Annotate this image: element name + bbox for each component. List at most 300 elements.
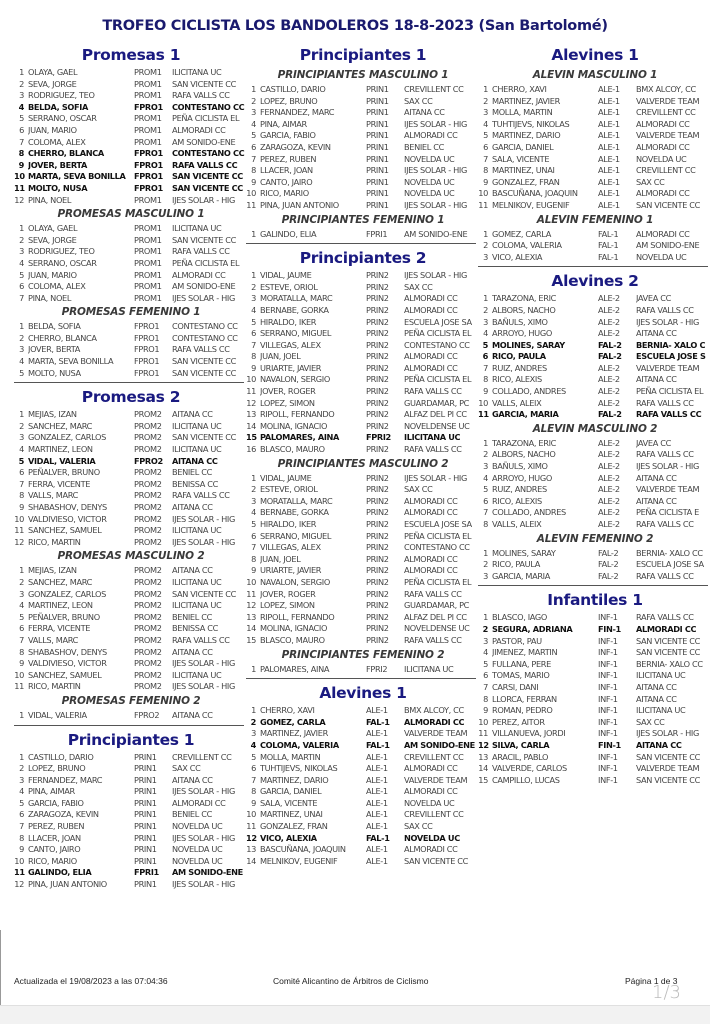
page-edge	[0, 930, 1, 1005]
rider-club: SAN VICENTE CC	[172, 432, 237, 443]
result-row	[14, 879, 248, 891]
result-row	[14, 856, 248, 868]
position: 3	[483, 635, 488, 646]
rider-name: BLASCO, MAURO	[260, 634, 325, 645]
rider-category: PROM1	[134, 67, 162, 77]
rider-category: PRIN2	[366, 351, 389, 362]
rider-name: CANTO, JAIRO	[28, 844, 81, 855]
rider-category: PRIN2	[366, 634, 389, 645]
rider-name: GONZALEZ, CARLOS	[28, 432, 106, 443]
rider-category: PROM2	[134, 658, 162, 669]
result-row	[14, 195, 248, 207]
result-row	[14, 90, 248, 102]
rider-club: AM SONIDO-ENE	[172, 281, 236, 292]
rider-category: FPRO1	[134, 148, 163, 159]
rider-name: COLOMA, VALERIA	[260, 739, 339, 750]
rider-category: ALE-1	[598, 188, 620, 199]
result-row	[246, 363, 480, 375]
subcategory-title: PRINCIPIANTES FEMENINO 2	[281, 648, 445, 661]
rider-name: MEJIAS, IZAN	[28, 565, 77, 576]
rider-category: PROM2	[134, 588, 162, 599]
position: 4	[483, 118, 488, 129]
result-row	[246, 293, 480, 305]
result-row	[246, 282, 480, 294]
position: 11	[478, 199, 488, 210]
rider-name: TUHTIJEVS, NIKOLAS	[260, 763, 338, 774]
rider-name: JOVER, BERTA	[28, 159, 87, 170]
rider-name: PEÑALVER, BRUNO	[28, 611, 100, 622]
rider-name: RIPOLL, FERNANDO	[260, 409, 335, 420]
result-row	[478, 659, 710, 671]
position: 5	[251, 316, 256, 327]
result-row	[14, 270, 248, 282]
result-row	[14, 409, 248, 421]
result-row	[478, 670, 710, 682]
rider-category: PRIN2	[366, 374, 389, 385]
rider-name: CHERRO, XAVI	[492, 84, 547, 94]
rider-name: VALLS, MARC	[28, 634, 79, 645]
rider-category: ALE-2	[598, 484, 620, 495]
rider-category: INF-1	[598, 774, 618, 785]
rider-category: ALE-1	[598, 84, 620, 94]
rider-category: ALE-2	[598, 495, 620, 506]
position: 1	[483, 547, 488, 558]
rider-name: TARAZONA, ERIC	[492, 293, 557, 304]
position: 2	[251, 484, 256, 495]
rider-name: RICO, PAULA	[492, 559, 540, 570]
subcategory-title: PROMESAS FEMENINO 2	[61, 694, 201, 707]
position: 4	[250, 739, 256, 750]
position: 14	[246, 855, 256, 866]
rider-name: VALLS, ALEIX	[492, 519, 542, 529]
subcategory-title: PROMESAS MASCULINO 2	[57, 550, 205, 563]
rider-club: ALMORADI CC	[404, 844, 458, 855]
rider-name: MARTINEZ, LEON	[28, 600, 93, 611]
result-row	[478, 107, 710, 119]
rider-club: ILICITANA UC	[172, 669, 222, 680]
rider-name: JUAN, MARIO	[28, 124, 77, 135]
rider-category: PRIN1	[134, 774, 157, 785]
rider-name: GOMEZ, CARLA	[492, 228, 551, 239]
rider-category: ALE-2	[598, 374, 620, 385]
rider-name: MARTA, SEVA BONILLA	[28, 171, 126, 182]
rider-name: MEJIAS, IZAN	[28, 409, 77, 420]
rider-club: RAFA VALLS CC	[404, 386, 462, 397]
category-block	[246, 682, 480, 867]
subcategory-title: ALEVIN MASCULINO 2	[532, 422, 658, 435]
rider-name: BERNABE, GORKA	[260, 304, 329, 315]
position: 1	[483, 228, 488, 239]
subcategory-title: ALEVIN FEMENINO 2	[536, 532, 654, 545]
rider-category: FPRO1	[134, 171, 163, 182]
rider-name: SHABASHOV, DENYS	[28, 502, 107, 512]
rider-category: PRIN1	[134, 844, 157, 855]
rider-category: PRIN2	[366, 281, 389, 292]
rider-category: PROM1	[134, 78, 162, 89]
result-row	[14, 456, 248, 468]
result-row	[478, 351, 710, 363]
rider-club: ILICITANA UC	[172, 420, 222, 431]
rider-club: AITANA CC	[172, 502, 213, 512]
rider-category: INF-1	[598, 612, 618, 623]
rider-club: NOVELDA UC	[404, 832, 460, 843]
rider-club: IJES SOLAR - HIG	[636, 728, 699, 739]
rider-category: INF-1	[598, 716, 618, 727]
result-row	[478, 752, 710, 764]
rider-club: ALMORADI CC	[404, 130, 458, 141]
rider-name: SEVA, JORGE	[28, 234, 77, 245]
rider-category: PRIN1	[366, 95, 389, 106]
rider-club: AITANA CC	[172, 709, 213, 720]
rider-club: BENIEL CC	[172, 467, 212, 478]
rider-category: FPRO1	[134, 182, 163, 193]
rider-name: COLOMA, ALEX	[28, 281, 86, 292]
rider-club: ALMORADI CC	[404, 507, 458, 518]
result-row	[246, 432, 480, 444]
rider-name: GARCIA, MARIA	[492, 570, 550, 581]
rider-club: ALFAZ DEL PI CC	[404, 611, 467, 622]
position: 2	[19, 78, 24, 89]
rider-category: INF-1	[598, 728, 618, 739]
rider-name: PINA, JUAN ANTONIO	[28, 879, 107, 890]
result-row	[14, 600, 248, 612]
rider-category: PRIN2	[366, 565, 389, 576]
rider-name: SEGURA, ADRIANA	[492, 623, 573, 634]
rider-name: ARROYO, HUGO	[492, 328, 552, 339]
rider-club: ALMORADI CC	[404, 304, 458, 315]
position: 2	[483, 304, 488, 315]
rider-category: ALE-1	[598, 118, 620, 129]
rider-category: ALE-1	[366, 809, 388, 820]
rider-name: SALA, VICENTE	[492, 153, 550, 164]
category-block	[14, 729, 248, 891]
result-row	[478, 200, 710, 212]
rider-club: ILICITANA UC	[172, 223, 222, 234]
rider-name: PEÑALVER, BRUNO	[28, 467, 100, 478]
result-row	[478, 740, 710, 752]
rider-club: ALMORADI CC	[404, 553, 458, 564]
rider-category: ALE-2	[598, 316, 620, 327]
rider-club: SAX CC	[636, 176, 665, 187]
position: 4	[483, 647, 488, 658]
position: 11	[246, 199, 256, 210]
position: 4	[483, 472, 488, 483]
position: 4	[251, 507, 256, 518]
rider-category: ALE-1	[598, 141, 620, 152]
position: 1	[251, 472, 256, 483]
rider-name: MARTINEZ, JAVIER	[260, 728, 328, 739]
rider-name: NAVALON, SERGIO	[260, 576, 330, 587]
result-row	[478, 624, 710, 636]
position: 7	[251, 339, 256, 350]
rider-name: SEVA, JORGE	[28, 78, 77, 89]
result-row	[478, 548, 710, 560]
rider-club: IJES SOLAR - HIG	[636, 461, 699, 472]
result-row	[14, 577, 248, 589]
position: 9	[483, 176, 488, 187]
rider-club: RAFA VALLS CC	[404, 444, 462, 455]
position: 11	[246, 386, 256, 397]
rider-name: MOLINES, SARAY	[492, 339, 565, 350]
rider-category: PROM2	[134, 502, 162, 512]
rider-club: SAN VICENTE CC	[636, 774, 701, 785]
result-row	[478, 119, 710, 131]
rider-name: GARCIA, MARIA	[492, 409, 559, 420]
rider-category: PRIN1	[366, 153, 389, 164]
result-row	[246, 130, 480, 142]
result-row	[14, 148, 248, 160]
rider-name: MOLLA, MARTIN	[260, 751, 321, 762]
rider-name: LOPEZ, BRUNO	[28, 763, 86, 774]
page-indicator: 1/3	[652, 982, 681, 1003]
result-row	[14, 525, 248, 537]
result-row	[14, 786, 248, 798]
rider-club: IJES SOLAR - HIG	[404, 118, 467, 129]
subcategory-title: ALEVIN MASCULINO 1	[532, 69, 658, 81]
rider-category: ALE-1	[366, 786, 388, 797]
position: 5	[19, 269, 24, 280]
rider-category: PRIN2	[366, 386, 389, 397]
rider-name: MOLTO, NUSA	[28, 367, 81, 378]
footer-organization: Comité Alicantino de Árbitros de Ciclismo	[273, 976, 429, 986]
rider-name: RICO, ALEXIS	[492, 374, 542, 385]
rider-name: VALVERDE, CARLOS	[492, 763, 567, 774]
result-row	[246, 328, 480, 340]
result-row	[478, 386, 710, 398]
result-row	[478, 84, 710, 96]
rider-club: IJES SOLAR - HIG	[172, 786, 235, 797]
result-row	[478, 484, 710, 496]
rider-category: PROM1	[134, 246, 162, 257]
position: 1	[19, 321, 24, 332]
rider-name: JUAN, JOEL	[260, 553, 301, 564]
result-row	[246, 664, 480, 676]
rider-club: ILICITANA UC	[172, 525, 222, 536]
rider-category: ALE-2	[598, 507, 620, 518]
rider-name: RICO, MARTIN	[28, 536, 81, 547]
rider-name: CASTILLO, DARIO	[260, 84, 326, 94]
rider-name: CHERRO, XAVI	[260, 705, 315, 716]
result-row	[246, 531, 480, 543]
position: 8	[483, 374, 488, 385]
rider-category: FAL-2	[598, 351, 622, 362]
rider-club: SAN VICENTE CC	[172, 182, 243, 193]
rider-club: AITANA CC	[172, 409, 213, 420]
rider-name: BAÑULS, XIMO	[492, 316, 548, 327]
result-row	[14, 137, 248, 149]
rider-club: NOVELDENSE UC	[404, 623, 470, 634]
rider-club: ESCUELA JOSE SA	[404, 519, 472, 529]
rider-category: PRIN2	[366, 507, 389, 518]
rider-club: BENISSA CC	[172, 623, 219, 634]
rider-category: ALE-2	[598, 437, 620, 448]
rider-category: ALE-2	[598, 386, 620, 397]
category-block	[478, 270, 710, 582]
rider-club: NOVELDA UC	[404, 797, 455, 808]
rider-club: AITANA CC	[636, 495, 677, 506]
rider-club: CONTESTANO CC	[172, 148, 245, 159]
rider-name: ALBORS, NACHO	[492, 304, 556, 315]
position: 2	[483, 449, 488, 460]
rider-category: FPRO1	[134, 332, 160, 343]
rider-name: SALA, VICENTE	[260, 797, 318, 808]
rider-club: JAVEA CC	[636, 293, 671, 304]
position: 3	[251, 293, 256, 304]
rider-club: CREVILLENT CC	[636, 107, 696, 118]
rider-club: ESCUELA JOSE S	[636, 351, 706, 362]
rider-name: MARTINEZ, JAVIER	[492, 95, 560, 106]
rider-club: RAFA VALLS CC	[172, 344, 230, 355]
result-row	[246, 612, 480, 624]
position: 7	[251, 774, 256, 785]
rider-club: CREVILLENT CC	[404, 751, 464, 762]
position: 4	[19, 356, 24, 367]
position: 4	[19, 257, 24, 268]
result-row	[246, 142, 480, 154]
position: 1	[483, 84, 488, 94]
rider-category: ALE-2	[598, 397, 620, 408]
position: 2	[19, 763, 24, 774]
result-row	[246, 763, 480, 775]
rider-category: ALE-1	[598, 199, 620, 210]
position: 2	[483, 95, 488, 106]
rider-name: GARCIA, DANIEL	[260, 786, 322, 797]
result-row	[14, 844, 248, 856]
position: 15	[246, 432, 257, 443]
rider-category: ALE-1	[366, 728, 388, 739]
result-row	[14, 490, 248, 502]
rider-category: PROM2	[134, 536, 162, 547]
rider-name: RODRIGUEZ, TEO	[28, 90, 95, 101]
rider-name: MARTINEZ, DARIO	[492, 130, 561, 141]
rider-category: FAL-2	[598, 339, 622, 350]
rider-name: GONZALEZ, FRAN	[260, 821, 328, 832]
position: 10	[478, 716, 488, 727]
position: 5	[482, 339, 488, 350]
rider-club: IJES SOLAR - HIG	[404, 199, 467, 210]
rider-category: FIN-1	[598, 739, 621, 750]
result-row	[246, 496, 480, 508]
rider-club: AITANA CC	[172, 646, 213, 657]
result-row	[246, 119, 480, 131]
rider-category: ALE-2	[598, 362, 620, 373]
rider-category: ALE-1	[366, 855, 388, 866]
result-row	[246, 444, 480, 456]
position: 6	[19, 124, 24, 135]
rider-club: ALMORADI CC	[404, 763, 458, 774]
result-row	[14, 67, 248, 79]
section-divider	[14, 382, 244, 383]
result-row	[14, 710, 248, 722]
result-row	[246, 165, 480, 177]
rider-category: PRIN2	[366, 530, 389, 541]
result-row	[478, 705, 710, 717]
rider-category: INF-1	[598, 751, 618, 762]
rider-category: INF-1	[598, 670, 618, 681]
rider-category: PROM1	[134, 90, 162, 101]
rider-name: RIPOLL, FERNANDO	[260, 611, 335, 622]
rider-club: AITANA CC	[636, 374, 677, 385]
position: 11	[246, 821, 256, 832]
result-row	[246, 421, 480, 433]
footer-page-label: Página 1 de 3	[625, 976, 678, 986]
position: 9	[483, 386, 488, 397]
rider-name: OLAYA, GAEL	[28, 223, 78, 234]
rider-club: AITANA CC	[636, 693, 677, 704]
rider-club: ILICITANA UC	[172, 600, 222, 611]
rider-club: BENISSA CC	[172, 478, 219, 489]
result-row	[246, 84, 480, 96]
result-row	[14, 235, 248, 247]
subcategory-title: PROMESAS MASCULINO 1	[57, 208, 205, 221]
rider-category: INF-1	[598, 705, 618, 716]
rider-category: FPRI1	[134, 867, 159, 878]
rider-club: ALMORADI CC	[636, 623, 697, 634]
position: 8	[18, 148, 24, 159]
position: 15	[246, 634, 256, 645]
rider-name: RICO, PAULA	[492, 351, 546, 362]
rider-club: SAN VICENTE CC	[172, 78, 237, 89]
result-row	[246, 717, 480, 729]
result-row	[14, 589, 248, 601]
position: 11	[478, 409, 489, 420]
rider-name: COLOMA, ALEX	[28, 136, 86, 147]
position: 1	[19, 709, 24, 720]
rider-name: RICO, MARIO	[260, 188, 309, 199]
position: 14	[246, 623, 256, 634]
position: 4	[251, 118, 256, 129]
result-row	[246, 507, 480, 519]
rider-club: NOVELDA UC	[404, 188, 455, 199]
rider-name: MARTINEZ, UNAI	[260, 809, 323, 820]
position: 8	[251, 351, 256, 362]
rider-category: PRIN1	[134, 821, 157, 832]
rider-category: PROM2	[134, 634, 162, 645]
position: 3	[19, 246, 24, 257]
rider-category: PRIN2	[366, 600, 389, 611]
position: 1	[19, 223, 24, 234]
rider-category: PROM2	[134, 420, 162, 431]
rider-category: ALE-2	[598, 328, 620, 339]
rider-category: PROM2	[134, 444, 162, 455]
rider-name: SANCHEZ, MARC	[28, 420, 93, 431]
rider-name: FERNANDEZ, MARC	[260, 107, 335, 118]
position: 7	[19, 292, 24, 303]
rider-category: PROM2	[134, 565, 162, 576]
rider-category: PRIN1	[134, 832, 157, 843]
rider-club: RAFA VALLS CC	[636, 304, 694, 315]
position: 9	[251, 362, 256, 373]
result-row	[246, 386, 480, 398]
position: 10	[246, 809, 256, 820]
rider-club: RAFA VALLS CC	[636, 449, 694, 460]
position: 11	[246, 588, 256, 599]
rider-name: LLORCA, FERRAN	[492, 693, 557, 704]
rider-category: ALE-2	[598, 304, 620, 315]
rider-name: GALINDO, ELIA	[260, 228, 317, 239]
position: 9	[251, 565, 256, 576]
category-title: Promesas 2	[81, 388, 181, 407]
rider-name: MOLINA, IGNACIO	[260, 420, 328, 431]
result-row	[478, 409, 710, 421]
rider-club: PEÑA CICLISTA EL	[172, 257, 240, 268]
rider-club: CONTESTANO CC	[172, 332, 238, 343]
position: 12	[478, 739, 489, 750]
rider-name: CARSI, DANI	[492, 681, 539, 692]
category-title: Alevines 2	[551, 272, 639, 291]
rider-category: INF-1	[598, 693, 618, 704]
rider-category: PRIN2	[366, 553, 389, 564]
